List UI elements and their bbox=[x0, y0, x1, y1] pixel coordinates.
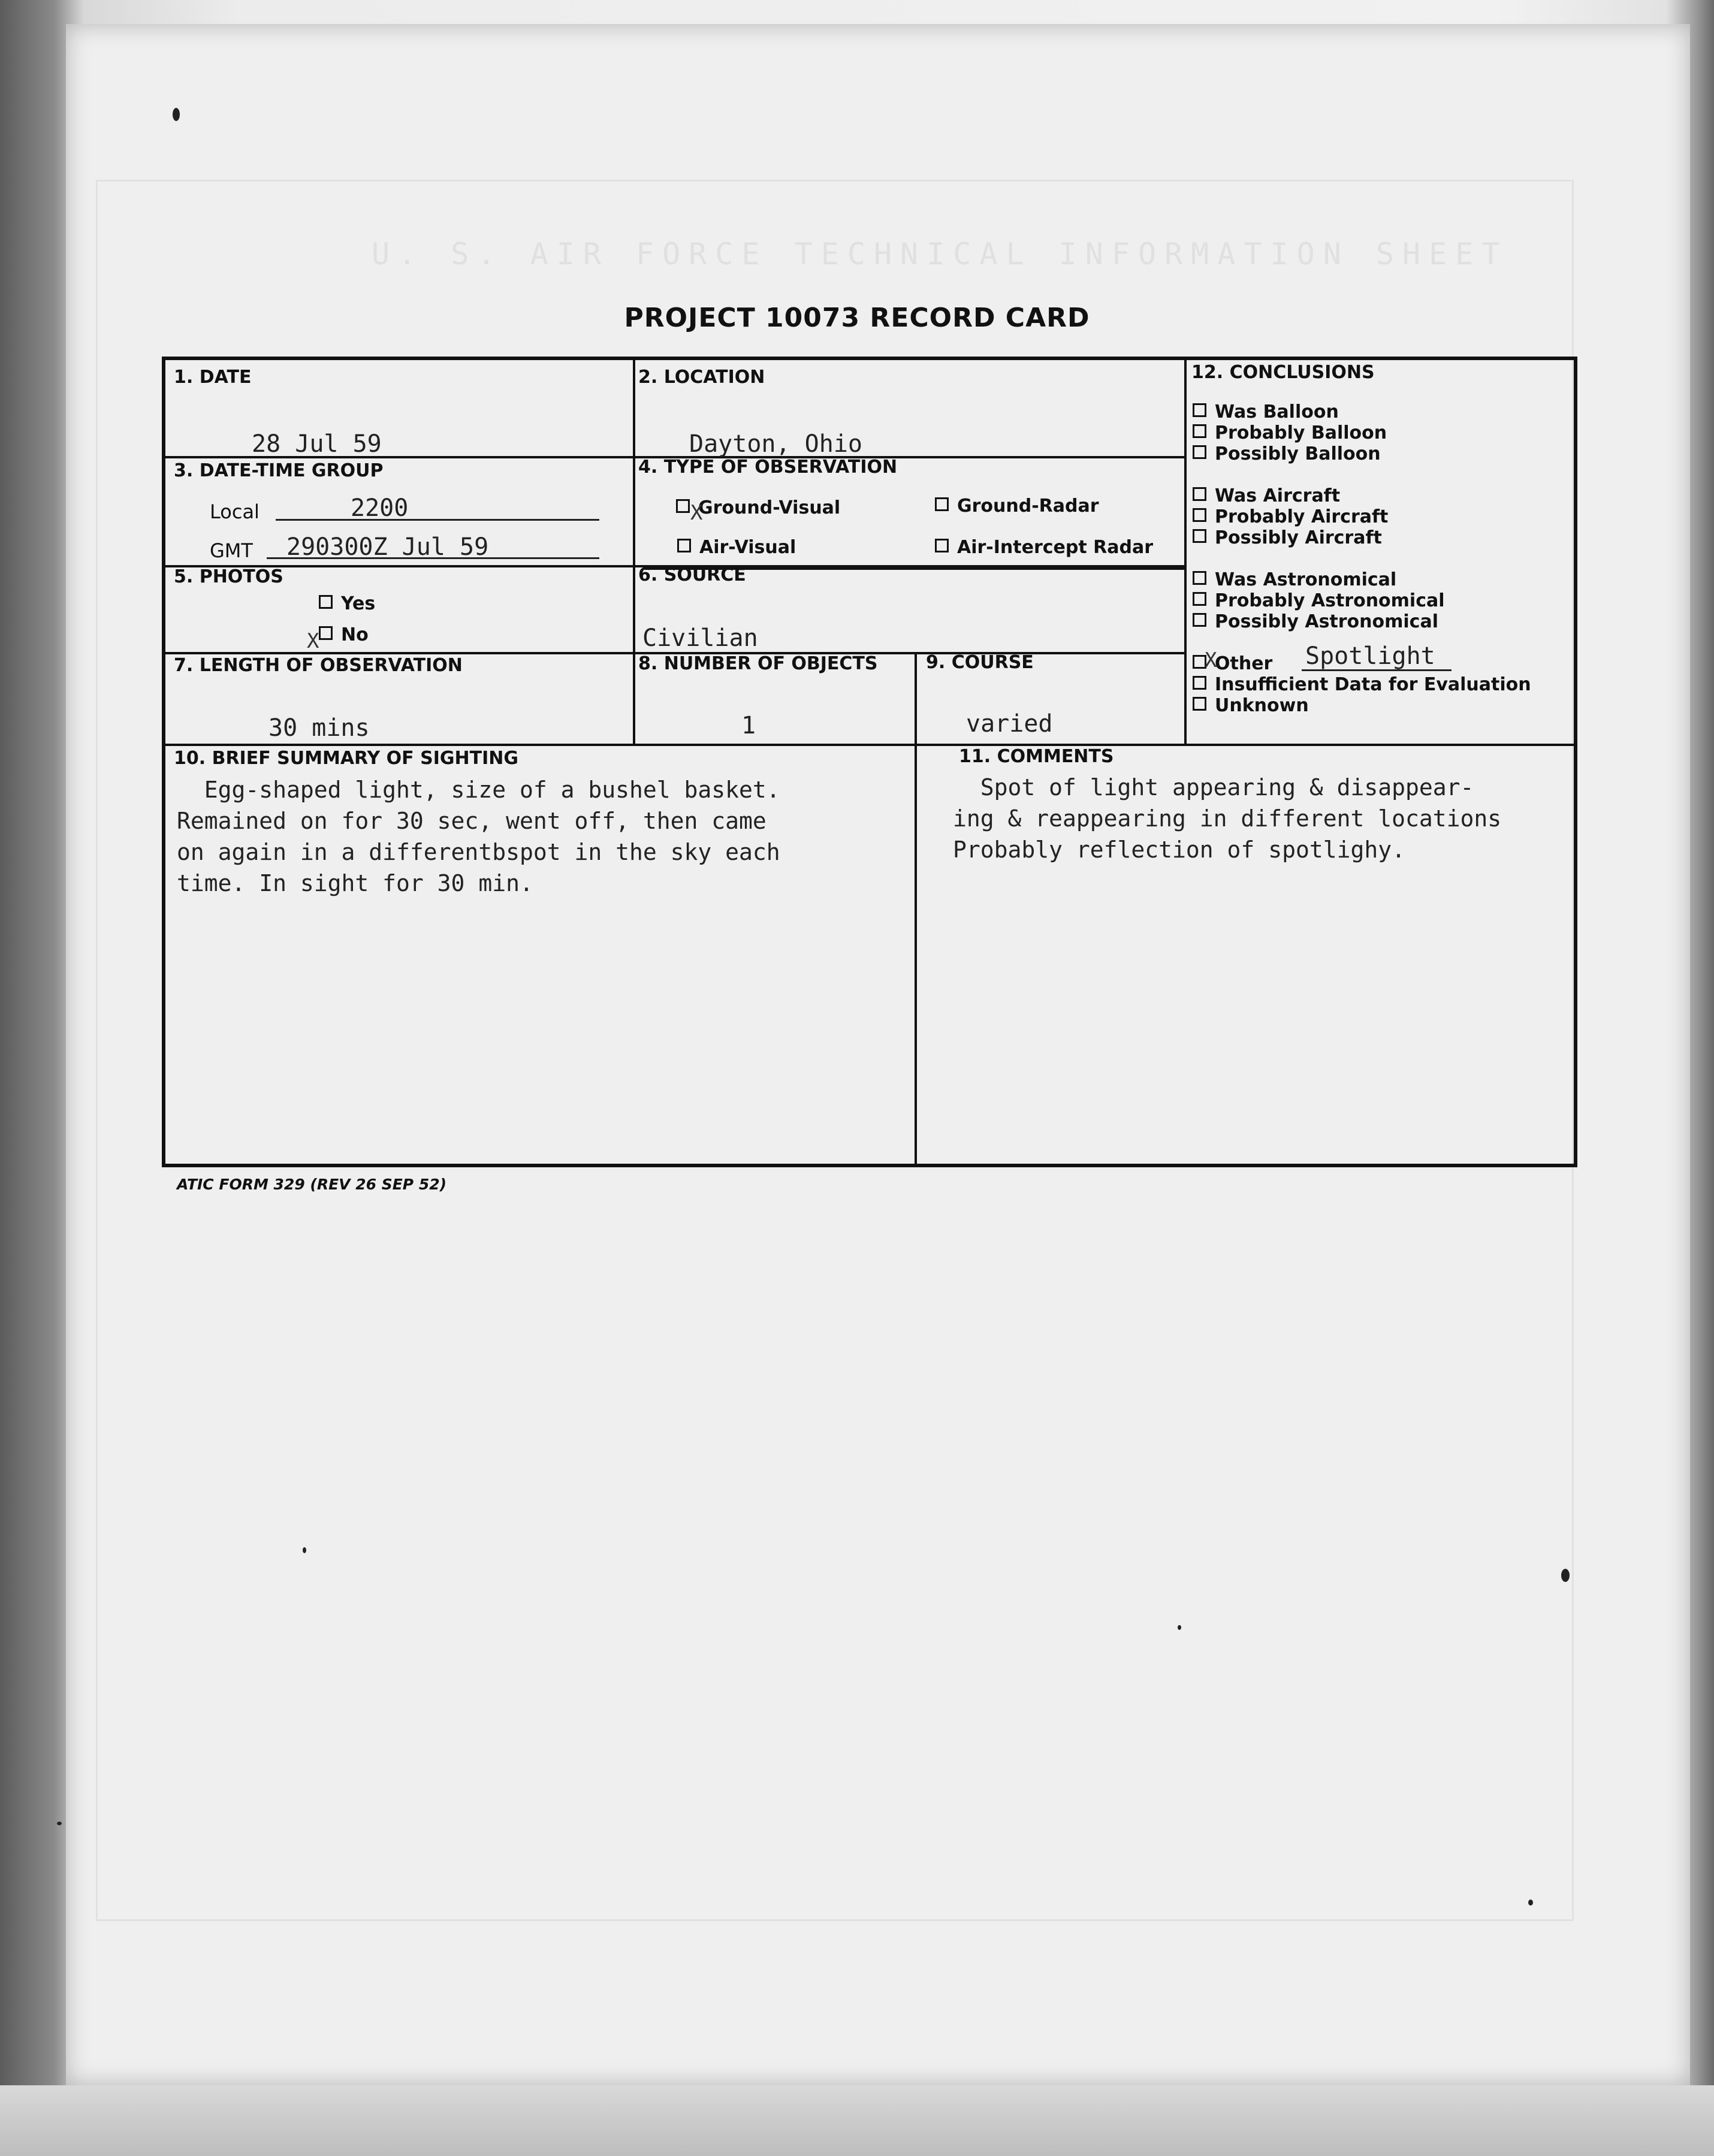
summary-line: Egg-shaped light, size of a bushel basket. bbox=[177, 777, 780, 803]
option-ground-radar: Ground-Radar bbox=[935, 496, 1099, 517]
conclusion-probably-balloon: Probably Balloon bbox=[1193, 422, 1387, 443]
checkbox-icon bbox=[935, 497, 949, 511]
label-source: 6. SOURCE bbox=[638, 564, 746, 585]
local-underline bbox=[276, 519, 599, 521]
conclusion-other: Other bbox=[1193, 653, 1272, 674]
summary-line: Remained on for 30 sec, went off, then came bbox=[177, 808, 767, 834]
value-date: 28 Jul 59 bbox=[252, 430, 382, 458]
value-location: Dayton, Ohio bbox=[689, 430, 862, 458]
dust-speck bbox=[57, 1822, 62, 1825]
checkbox-icon bbox=[1193, 676, 1206, 690]
value-source: Civilian bbox=[642, 624, 758, 652]
checkbox-icon bbox=[1193, 613, 1206, 627]
checkbox-icon bbox=[1193, 445, 1206, 459]
checkbox-icon bbox=[1193, 508, 1206, 522]
label-length: 7. LENGTH OF OBSERVATION bbox=[174, 655, 463, 676]
checkbox-icon bbox=[1193, 487, 1206, 501]
checkbox-icon bbox=[1193, 529, 1206, 543]
checkbox-icon bbox=[677, 539, 691, 552]
checkbox-icon bbox=[1193, 697, 1206, 711]
summary-line: on again in a differentbspot in the sky each bbox=[177, 839, 780, 865]
summary-line: time. In sight for 30 min. bbox=[177, 870, 533, 896]
label-gmt: GMT bbox=[210, 539, 253, 562]
value-gmt: 290300Z Jul 59 bbox=[286, 533, 489, 561]
label-photos: 5. PHOTOS bbox=[174, 566, 283, 587]
mark-photos-no: X bbox=[307, 629, 319, 653]
conclusion-possibly-astronomical: Possibly Astronomical bbox=[1193, 611, 1438, 632]
value-course: varied bbox=[966, 710, 1053, 738]
rule-col2 bbox=[915, 652, 917, 1164]
value-local: 2200 bbox=[351, 494, 409, 522]
value-length: 30 mins bbox=[268, 714, 370, 742]
checkbox-icon bbox=[319, 595, 333, 609]
checkbox-icon bbox=[935, 539, 949, 552]
option-photos-no: No bbox=[319, 624, 369, 645]
conclusion-unknown: Unknown bbox=[1193, 695, 1309, 716]
conclusion-was-aircraft: Was Aircraft bbox=[1193, 485, 1340, 506]
dust-speck bbox=[1528, 1900, 1533, 1906]
conclusion-probably-aircraft: Probably Aircraft bbox=[1193, 506, 1388, 527]
checkbox-icon bbox=[319, 626, 333, 640]
conclusion-probably-astronomical: Probably Astronomical bbox=[1193, 590, 1445, 611]
form-footer: ATIC FORM 329 (REV 26 SEP 52) bbox=[177, 1176, 447, 1193]
option-air-intercept-radar: Air-Intercept Radar bbox=[935, 537, 1153, 558]
label-datetime: 3. DATE-TIME GROUP bbox=[174, 460, 384, 481]
dust-speck bbox=[1178, 1625, 1181, 1630]
option-ground-visual: Ground-Visual bbox=[676, 497, 840, 518]
label-objects: 8. NUMBER OF OBJECTS bbox=[638, 653, 878, 674]
rule-row4 bbox=[165, 744, 1574, 746]
dust-speck bbox=[173, 108, 180, 121]
checkbox-icon bbox=[1193, 592, 1206, 606]
option-air-visual: Air-Visual bbox=[677, 537, 796, 558]
conclusion-possibly-aircraft: Possibly Aircraft bbox=[1193, 527, 1382, 548]
conclusion-insufficient-data: Insufficient Data for Evaluation bbox=[1193, 674, 1531, 695]
page-title: PROJECT 10073 RECORD CARD bbox=[624, 303, 1090, 333]
bottom-margin bbox=[0, 2085, 1714, 2156]
mark-other: X bbox=[1205, 648, 1217, 672]
comments-line: Probably reflection of spotlighy. bbox=[953, 837, 1405, 863]
show-through-title: U. S. AIR FORCE TECHNICAL INFORMATION SHEET bbox=[372, 237, 1508, 271]
conclusion-was-astronomical: Was Astronomical bbox=[1193, 569, 1396, 590]
dust-speck bbox=[303, 1547, 306, 1553]
comments-text bbox=[953, 772, 1501, 865]
dust-speck bbox=[1561, 1569, 1570, 1582]
conclusion-was-balloon: Was Balloon bbox=[1193, 401, 1339, 422]
value-objects: 1 bbox=[741, 712, 756, 739]
conclusion-possibly-balloon: Possibly Balloon bbox=[1193, 443, 1381, 464]
label-location: 2. LOCATION bbox=[638, 367, 765, 388]
summary-text bbox=[177, 774, 780, 899]
rule-col1 bbox=[633, 360, 635, 744]
label-comments: 11. COMMENTS bbox=[959, 746, 1114, 767]
rule-col3 bbox=[1184, 360, 1187, 744]
checkbox-icon bbox=[1193, 403, 1206, 417]
label-summary: 10. BRIEF SUMMARY OF SIGHTING bbox=[174, 748, 518, 769]
label-date: 1. DATE bbox=[174, 367, 252, 388]
label-course: 9. COURSE bbox=[926, 652, 1034, 673]
label-conclusions: 12. CONCLUSIONS bbox=[1191, 362, 1375, 383]
checkbox-icon bbox=[676, 499, 690, 513]
label-observation-type: 4. TYPE OF OBSERVATION bbox=[638, 457, 898, 478]
mark-ground-visual: X bbox=[690, 501, 703, 525]
checkbox-icon bbox=[1193, 571, 1206, 585]
comments-line: ing & reappearing in different locations bbox=[953, 805, 1502, 832]
comments-line: Spot of light appearing & disappear- bbox=[953, 774, 1474, 801]
option-photos-yes: Yes bbox=[319, 593, 375, 614]
checkbox-icon bbox=[1193, 424, 1206, 438]
label-local: Local bbox=[210, 500, 259, 523]
value-other: Spotlight bbox=[1305, 642, 1435, 670]
